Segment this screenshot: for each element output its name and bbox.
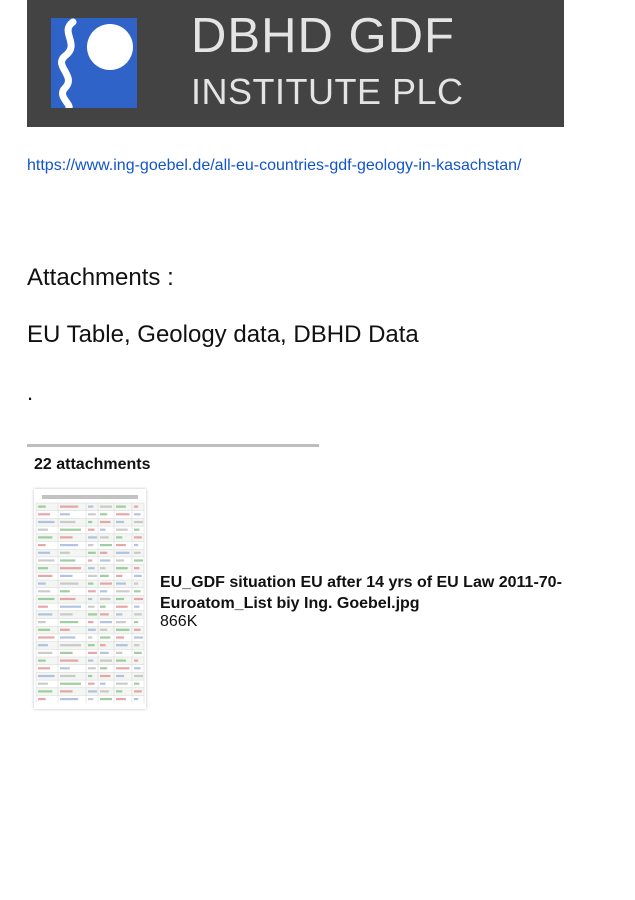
period-text: .	[27, 380, 34, 405]
attachment-file-name[interactable]: EU_GDF situation EU after 14 yrs of EU Law 2011-70-Euroatom_List biy Ing. Goebel.jpg	[160, 574, 562, 612]
attachment-file-size: 866K	[160, 613, 198, 630]
header-banner	[27, 0, 564, 127]
attachments-heading: Attachments :	[27, 264, 174, 291]
banner-title: DBHD GDF	[191, 9, 455, 63]
attachments-divider	[27, 444, 319, 447]
logo-icon	[51, 18, 137, 108]
attachments-list-text: EU Table, Geology data, DBHD Data	[27, 321, 419, 348]
article-link[interactable]: https://www.ing-goebel.de/all-eu-countries-gdf-geology-in-kasachstan/	[27, 157, 522, 174]
attachment-count: 22 attachments	[34, 456, 151, 473]
banner-subtitle: INSTITUTE PLC	[191, 71, 464, 112]
spreadsheet-thumbnail-icon[interactable]	[34, 489, 146, 709]
